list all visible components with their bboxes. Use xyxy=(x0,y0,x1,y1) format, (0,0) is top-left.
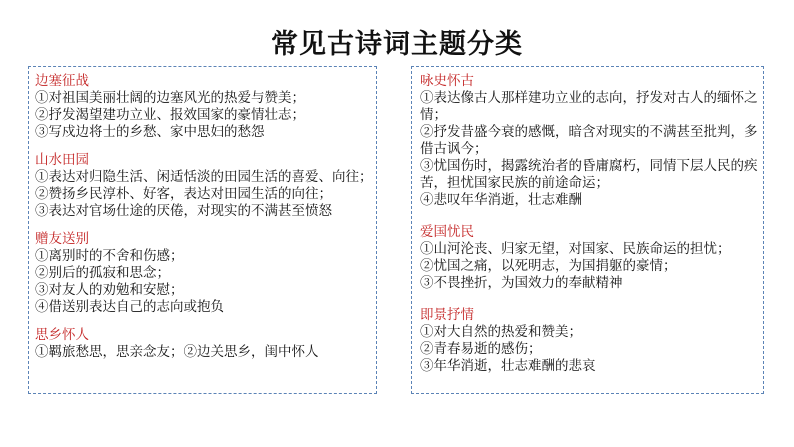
section-line: ②赞扬乡民淳朴、好客，表达对田园生活的向往； xyxy=(35,186,332,202)
section-line: ①离别时的不舍和伤感； xyxy=(35,248,184,264)
section-line: ①羁旅愁思，思亲念友；②边关思乡，闺中怀人 xyxy=(35,344,319,360)
section-line: ①表达像古人那样建功立业的志向，抒发对古人的缅怀之情； xyxy=(420,90,758,123)
section-heading: 山水田园 xyxy=(35,152,89,168)
section-line: ②青春易逝的感伤； xyxy=(420,341,542,357)
section-homesick xyxy=(35,327,376,361)
section-line: ③表达对官场仕途的厌倦，对现实的不满甚至愤怒 xyxy=(35,203,332,219)
section-heading: 赠友送别 xyxy=(35,231,89,247)
section-patriotism xyxy=(420,224,763,292)
section-line: ①对祖国美丽壮阔的边塞风光的热爱与赞美； xyxy=(35,90,305,106)
section-heading: 即景抒情 xyxy=(420,307,474,323)
left-panel xyxy=(28,66,377,394)
section-heading: 咏史怀古 xyxy=(420,73,474,89)
section-line: ②抒发渴望建功立业、报效国家的豪情壮志； xyxy=(35,107,305,123)
section-line: ③对友人的劝勉和安慰； xyxy=(35,282,184,298)
section-scenery xyxy=(420,307,763,375)
section-line: ④悲叹年华消逝，壮志难酬 xyxy=(420,192,582,208)
page-title: 常见古诗词主题分类 xyxy=(271,29,523,60)
section-line: ②抒发昔盛今衰的感慨，暗含对现实的不满甚至批判，多借古讽今； xyxy=(420,124,758,157)
section-history xyxy=(420,73,763,209)
section-line: ②忧国之痛，以死明志，为国捐躯的豪情； xyxy=(420,258,677,274)
section-heading: 爱国忧民 xyxy=(420,224,474,240)
section-line: ②别后的孤寂和思念； xyxy=(35,265,170,281)
section-line: ③忧国伤时，揭露统治者的昏庸腐朽，同情下层人民的疾苦，担忧国家民族的前途命运； xyxy=(420,158,758,191)
section-heading: 思乡怀人 xyxy=(35,327,89,343)
section-line: ①表达对归隐生活、闲适恬淡的田园生活的喜爱、向往； xyxy=(35,169,373,185)
section-pastoral xyxy=(35,152,376,220)
section-line: ③写戍边将士的乡愁、家中思妇的愁怨 xyxy=(35,124,265,140)
section-frontier-war xyxy=(35,73,376,141)
section-line: ④借送别表达自己的志向或抱负 xyxy=(35,299,224,315)
right-panel xyxy=(411,66,764,394)
section-line: ①对大自然的热爱和赞美； xyxy=(420,324,582,340)
section-heading: 边塞征战 xyxy=(35,73,89,89)
section-line: ①山河沦丧、归家无望，对国家、民族命运的担忧； xyxy=(420,241,731,257)
section-farewell xyxy=(35,231,376,316)
section-line: ③不畏挫折，为国效力的奉献精神 xyxy=(420,275,623,291)
section-line: ③年华消逝，壮志难酬的悲哀 xyxy=(420,358,596,374)
